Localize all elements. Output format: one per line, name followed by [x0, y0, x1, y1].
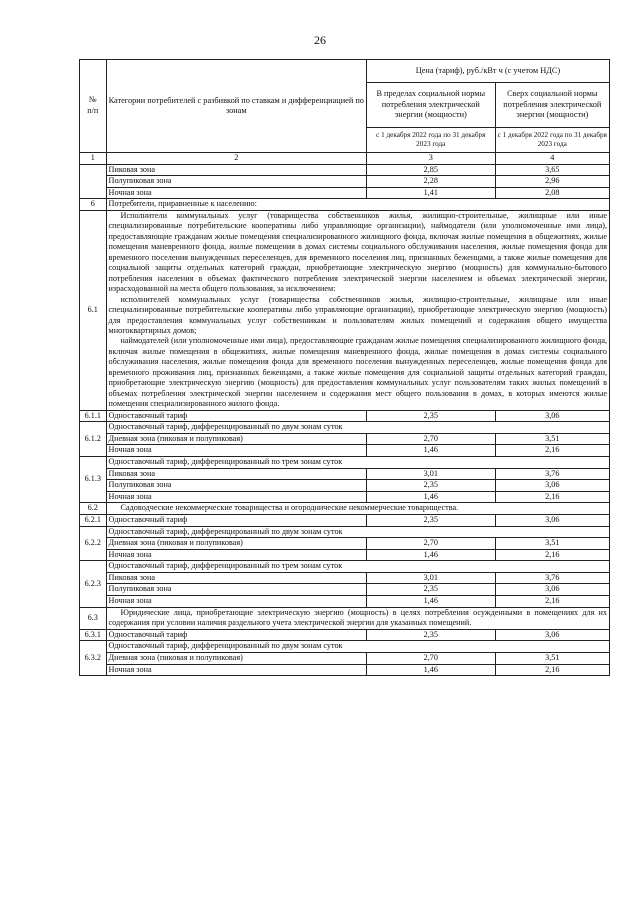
row-value-above: 3,06	[495, 480, 609, 492]
row-num: 6.2.3	[80, 561, 107, 607]
header-row	[80, 60, 610, 83]
page-number: 26	[314, 33, 326, 47]
table-row	[80, 480, 610, 492]
table-row	[80, 641, 610, 653]
row-label: Дневная зона (пиковая и полупиковая)	[106, 653, 366, 665]
row-label: Одноставочный тариф	[106, 629, 366, 641]
table-row	[80, 468, 610, 480]
row-value-above: 3,06	[495, 514, 609, 526]
section-label: Юридические лица, приобретающие электрическую энергию (мощность) в целях потребления осужденными в помещениях для их содержания при условии наличия раздельного учета электрической энергии для указанных помещений.	[106, 607, 609, 629]
table-row	[80, 629, 610, 641]
table-row	[80, 664, 610, 676]
row-num: 6.2.1	[80, 514, 107, 526]
row-label: Дневная зона (пиковая и полупиковая)	[106, 433, 366, 445]
row-num: 6.1.1	[80, 410, 107, 422]
table-row	[80, 584, 610, 596]
header-price: Цена (тариф), руб./кВт ч (с учетом НДС)	[366, 60, 609, 83]
row-value-within: 2,35	[366, 480, 495, 492]
row-value-within: 2,70	[366, 538, 495, 550]
table-row	[80, 422, 610, 434]
row-value-above: 2,16	[495, 664, 609, 676]
column-numbers-row	[80, 153, 610, 165]
row-value-above: 2,16	[495, 549, 609, 561]
header-within: В пределах социальной нормы потребления электрической энергии (мощности)	[366, 83, 495, 128]
table-row	[80, 164, 610, 176]
section-label: Садоводческие некоммерческие товарищества и огороднические некоммерческие товарищества.	[106, 503, 609, 515]
row-label: Полупиковая зона	[106, 176, 366, 188]
section-num: 6.2	[80, 503, 107, 515]
row-value-within: 2,70	[366, 653, 495, 665]
row-label: Дневная зона (пиковая и полупиковая)	[106, 538, 366, 550]
row-label: Ночная зона	[106, 549, 366, 561]
table-row	[80, 549, 610, 561]
row-value-above: 3,51	[495, 653, 609, 665]
tariff-table	[79, 59, 610, 676]
row-label: Пиковая зона	[106, 572, 366, 584]
row-value-within: 2,35	[366, 514, 495, 526]
row-num: 6.3.1	[80, 629, 107, 641]
row-label: Ночная зона	[106, 596, 366, 608]
row-value-above: 3,76	[495, 468, 609, 480]
row-value-within: 2,35	[366, 410, 495, 422]
table-row	[80, 176, 610, 188]
section-row	[80, 503, 610, 515]
table-row	[80, 433, 610, 445]
row-value-within: 3,01	[366, 468, 495, 480]
col-num-2: 2	[106, 153, 366, 165]
section-num: 6	[80, 199, 107, 211]
row-value-above: 3,51	[495, 433, 609, 445]
row-label: Ночная зона	[106, 445, 366, 457]
row-value-within: 2,85	[366, 164, 495, 176]
row-num: 6.3.2	[80, 641, 107, 676]
row-value-above: 2,16	[495, 596, 609, 608]
row-title: Одноставочный тариф, дифференцированный по трем зонам суток	[106, 561, 609, 573]
row-label: Полупиковая зона	[106, 480, 366, 492]
row-value-above: 3,06	[495, 629, 609, 641]
row-num: 6.1.2	[80, 422, 107, 457]
table-row	[80, 526, 610, 538]
description-paragraph: Исполнители коммунальных услуг (товарищества собственников жилья, жилищно-строительные, жилищные или иные специализированные потребительские кооперативы либо управляющие организации), наймодатели (или уполномоченные ими лица), предоставляющие гражданам жилые помещения специализированного жилищного фонда, включая жилые помещения в общежитиях, жилые помещения маневренного фонда, жилые помещения в домах системы социального обслуживания населения, жилые помещения фонда для временного поселения вынужденных переселенцев, для временного поселения лиц, признанных беженцами, а также жилые помещения для социальной защиты отдельных категорий граждан, приобретающие электрическую энергию (мощность) для коммунально-бытового потребления населения в объемах фактического потребления электрической энергии населением и объемах электрической энергии, израсходованной на места общего пользования, за исключением:	[108, 210, 607, 294]
row-value-above: 3,06	[495, 410, 609, 422]
row-value-above: 3,06	[495, 584, 609, 596]
row-value-above: 3,76	[495, 572, 609, 584]
row-label: Одноставочный тариф	[106, 514, 366, 526]
col-num-3: 3	[366, 153, 495, 165]
section-row	[80, 199, 610, 211]
row-value-within: 1,46	[366, 445, 495, 457]
row-label: Ночная зона	[106, 187, 366, 199]
table-row	[80, 561, 610, 573]
section-num: 6.1	[80, 210, 107, 410]
row-num: 6.2.2	[80, 526, 107, 561]
header-date-above: с 1 декабря 2022 года по 31 декабря 2023 года	[495, 128, 609, 153]
section-num: 6.3	[80, 607, 107, 629]
row-value-within: 2,70	[366, 433, 495, 445]
row-value-within: 1,46	[366, 491, 495, 503]
row-value-within: 2,28	[366, 176, 495, 188]
row-value-within: 1,46	[366, 596, 495, 608]
row-label: Ночная зона	[106, 664, 366, 676]
row-value-above: 2,96	[495, 176, 609, 188]
col-num-4: 4	[495, 153, 609, 165]
table-row	[80, 410, 610, 422]
row-title: Одноставочный тариф, дифференцированный по двум зонам суток	[106, 641, 609, 653]
table-row	[80, 187, 610, 199]
row-value-above: 2,08	[495, 187, 609, 199]
row-num-empty	[80, 164, 107, 199]
row-value-within: 2,35	[366, 629, 495, 641]
row-value-above: 3,51	[495, 538, 609, 550]
table-row	[80, 572, 610, 584]
header-category: Категории потребителей с разбивкой по ставкам и дифференциацией по зонам	[106, 60, 366, 153]
row-value-above: 2,16	[495, 445, 609, 457]
row-value-within: 1,46	[366, 664, 495, 676]
row-value-within: 3,01	[366, 572, 495, 584]
table-row	[80, 596, 610, 608]
row-label: Пиковая зона	[106, 164, 366, 176]
row-value-within: 2,35	[366, 584, 495, 596]
description-paragraph: наймодателей (или уполномоченные ими лица), предоставляющие гражданам жилые помещения специализированного жилищного фонда, включая жилые помещения в общежитиях, жилые помещения маневренного фонда, жилые помещения в домах системы социального обслуживания населения, жилые помещения фонда для временного поселения вынужденных переселенцев, жилые помещения фонда для временного проживания лиц, признанных беженцами, а также жилые помещения для социальной защиты отдельных категорий граждан, приобретающие электрическую энергию (мощность) для предоставления коммунальных услуг пользователям таких жилых помещений в объемах потребления электрической энергии населением и содержания мест общего пользования в домах, в которых имеются жилые помещения специализированного жилого фонда.	[108, 336, 607, 409]
row-label: Ночная зона	[106, 491, 366, 503]
table-row	[80, 456, 610, 468]
table-row	[80, 653, 610, 665]
table-row	[80, 538, 610, 550]
row-num: 6.1.3	[80, 456, 107, 502]
header-num: № п/п	[80, 60, 107, 153]
section-row	[80, 210, 610, 410]
row-value-above: 2,16	[495, 491, 609, 503]
row-value-within: 1,46	[366, 549, 495, 561]
row-title: Одноставочный тариф, дифференцированный по трем зонам суток	[106, 456, 609, 468]
header-date-within: с 1 декабря 2022 года по 31 декабря 2023 года	[366, 128, 495, 153]
row-value-above: 3,65	[495, 164, 609, 176]
table-row	[80, 514, 610, 526]
header-above: Сверх социальной нормы потребления электрической энергии (мощности)	[495, 83, 609, 128]
section-label: Потребители, приравненные к населению:	[106, 199, 609, 211]
table-row	[80, 445, 610, 457]
description-paragraph: исполнителей коммунальных услуг (товарищества собственников жилья, жилищно-строительные, жилищные или иные специализированные потребительские кооперативы либо управляющие организации), приобретающие электрическую энергию (мощность) для предоставления коммунальных услуг собственникам и пользователям жилых помещений и содержания общего имущества многоквартирных домов;	[108, 294, 607, 335]
row-label: Полупиковая зона	[106, 584, 366, 596]
section-description	[106, 210, 609, 410]
section-row	[80, 607, 610, 629]
table-row	[80, 491, 610, 503]
row-title: Одноставочный тариф, дифференцированный по двум зонам суток	[106, 526, 609, 538]
row-label: Пиковая зона	[106, 468, 366, 480]
row-title: Одноставочный тариф, дифференцированный по двум зонам суток	[106, 422, 609, 434]
row-value-within: 1,41	[366, 187, 495, 199]
row-label: Одноставочный тариф	[106, 410, 366, 422]
col-num-1: 1	[80, 153, 107, 165]
